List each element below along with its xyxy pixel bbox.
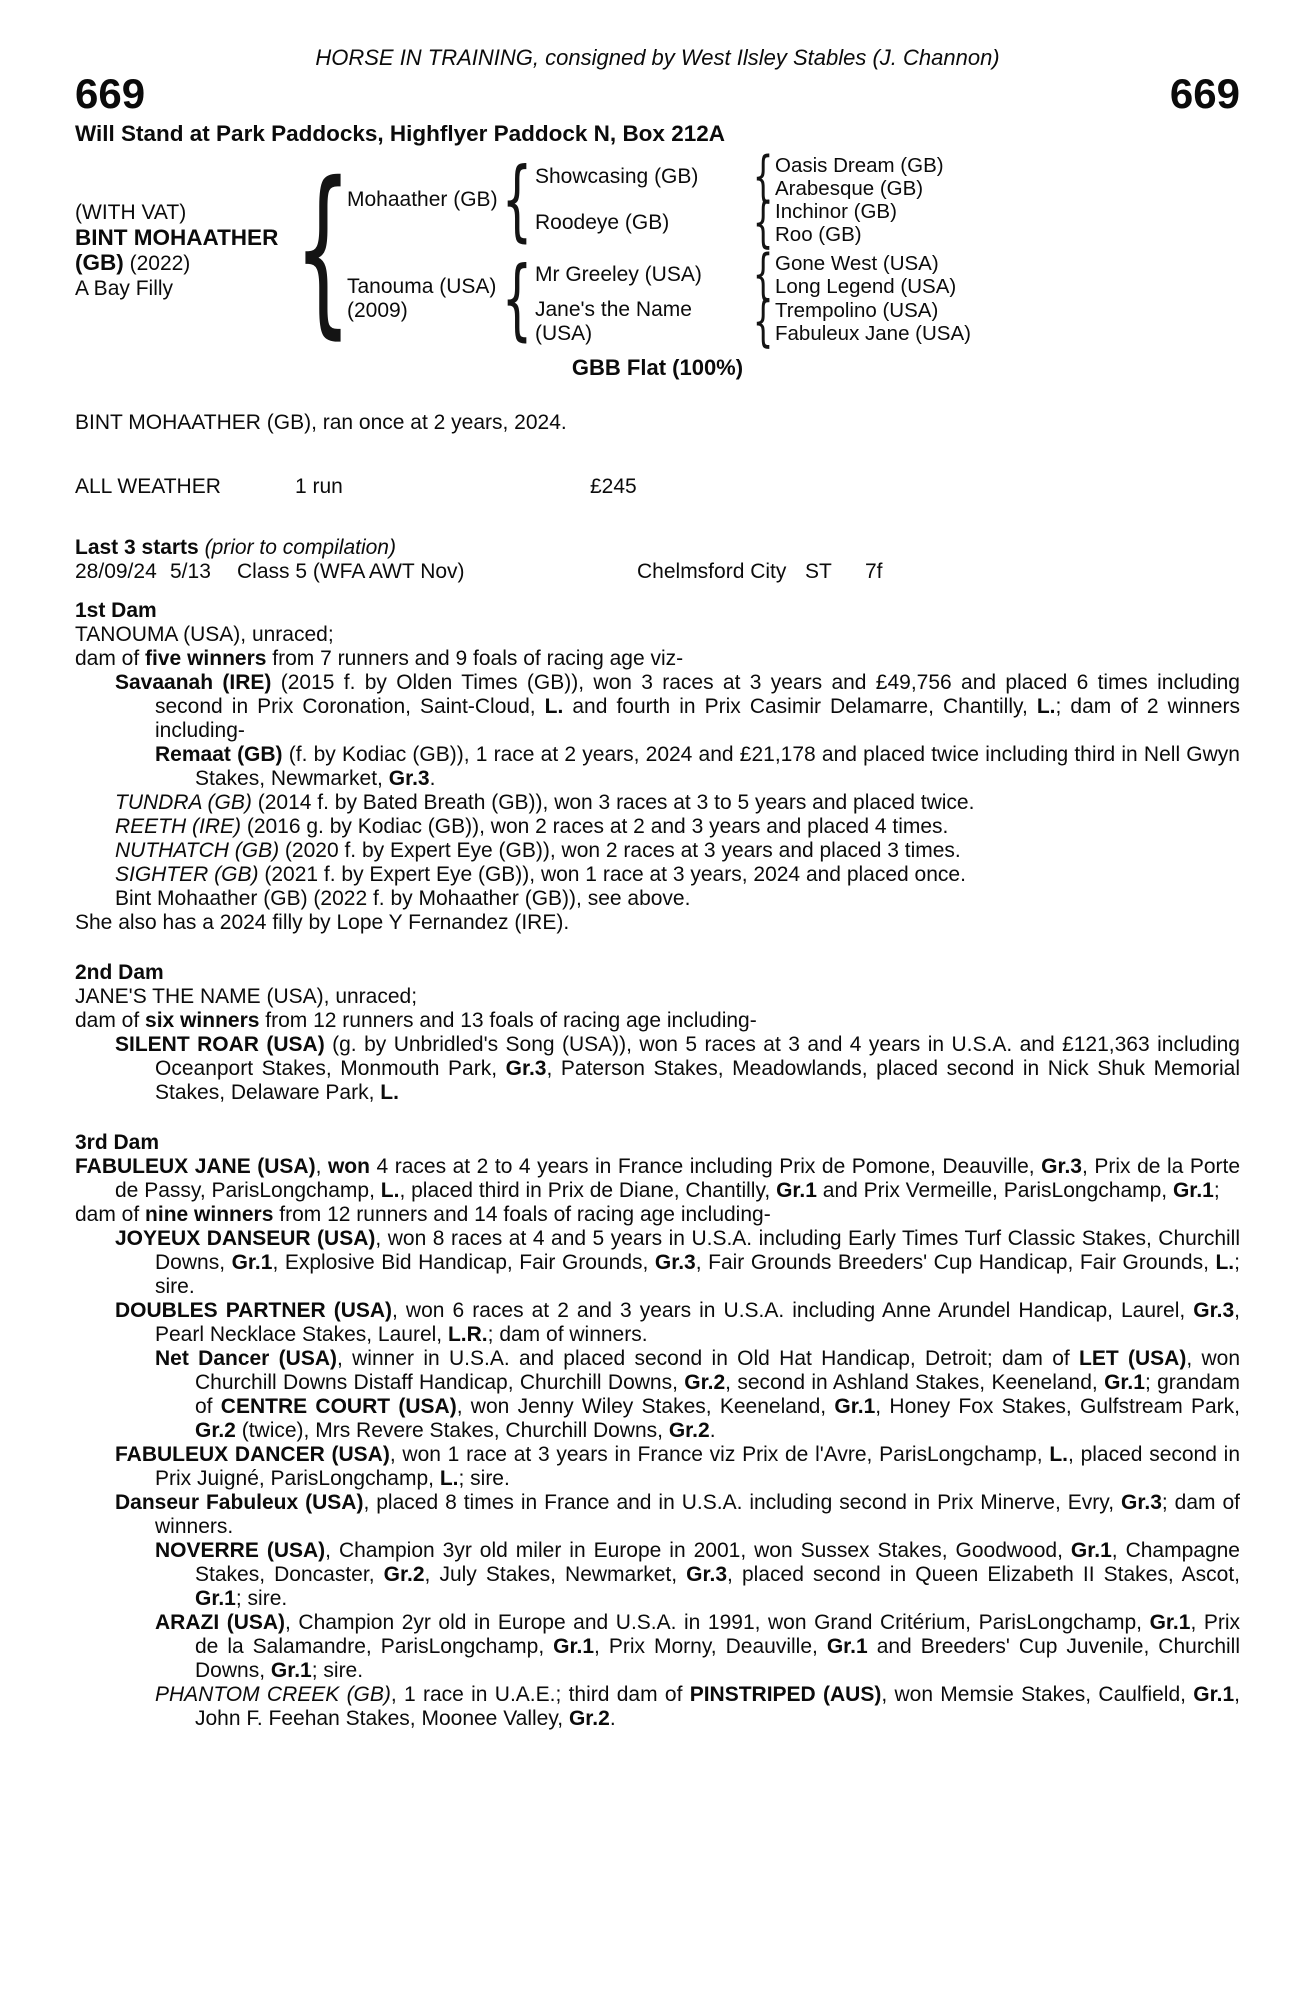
text-run: Remaat (GB): [155, 743, 283, 766]
text-run: , won 8 races at 4 and 5 years in U.S.A. including Early Times Turf Classic Stakes, Churchill Downs,: [155, 1227, 1240, 1274]
dam-section-heading: 3rd Dam: [75, 1131, 160, 1154]
text-run: JOYEUX DANSEUR (USA): [115, 1227, 376, 1250]
text-run: L.: [1215, 1251, 1235, 1274]
race-date: 28/09/24: [75, 560, 157, 583]
dam-section-heading: 2nd Dam: [75, 961, 164, 984]
text-run: , John F. Feehan Stakes, Moonee Valley,: [195, 1683, 1240, 1730]
horse-country: (GB): [75, 249, 124, 275]
text-run: (2016 g. by Kodiac (GB)), won 2 races at 2 and 3 years and placed 4 times.: [241, 815, 949, 838]
text-run: , Champion 3yr old miler in Europe in 2001, won Sussex Stakes, Goodwood,: [325, 1539, 1071, 1562]
vat-note: (WITH VAT): [75, 200, 187, 224]
text-run: (twice), Mrs Revere Stakes, Churchill Downs,: [235, 1419, 669, 1442]
pedigree-brace-outer: {: [294, 143, 352, 356]
text-run: dam of: [75, 647, 146, 670]
pedigree-sire-unit: [341, 144, 971, 254]
text-run: PINSTRIPED (AUS): [689, 1683, 882, 1706]
text-run: L.: [380, 1179, 400, 1202]
text-run: Gr.3: [388, 767, 430, 790]
text-run: , July Stakes, Newmarket,: [424, 1563, 687, 1586]
catalogue-paragraph: [75, 791, 1240, 815]
text-run: ; sire.: [458, 1467, 510, 1490]
text-run: dam of: [75, 1203, 146, 1226]
text-run: Gr.2: [668, 1419, 710, 1442]
catalogue-paragraph: [75, 743, 1240, 791]
text-run: TUNDRA (GB): [115, 791, 252, 814]
text-run: , Prix de la Porte de Passy, ParisLongchamp,: [115, 1155, 1241, 1202]
great-granddam-name: Arabesque (GB): [775, 177, 924, 200]
dam-section-body: [75, 1155, 1240, 1731]
text-run: She also has a 2024 filly by Lope Y Fernandez (IRE).: [75, 911, 570, 934]
text-run: Gr.1: [553, 1635, 595, 1658]
text-run: Gr.3: [686, 1563, 728, 1586]
gbb-scheme-line: GBB Flat (100%): [571, 355, 744, 380]
catalogue-paragraph: [75, 839, 1240, 863]
catalogue-paragraph: [75, 1491, 1240, 1539]
text-run: CENTRE COURT (USA): [220, 1395, 457, 1418]
great-grandsire-name: Inchinor (GB): [775, 200, 897, 223]
text-run: , won Churchill Downs Distaff Handicap, Churchill Downs,: [195, 1347, 1240, 1394]
catalogue-paragraph: [75, 1347, 1240, 1443]
text-run: L.R.: [447, 1323, 488, 1346]
text-run: Gr.1: [195, 1587, 236, 1610]
dam-name-block: [341, 275, 503, 323]
catalogue-paragraph: [75, 1443, 1240, 1491]
text-run: ; dam of winners.: [155, 1491, 1240, 1538]
great-granddam-name: Fabuleux Jane (USA): [775, 322, 971, 345]
text-run: Gr.1: [1070, 1539, 1112, 1562]
great-granddam-name: Long Legend (USA): [775, 275, 957, 298]
text-run: , Pearl Necklace Stakes, Laurel,: [155, 1299, 1240, 1346]
text-run: DOUBLES PARTNER (USA): [115, 1299, 393, 1322]
pedigree-brace-dam-dam: {: [752, 289, 774, 353]
pedigree-grandsire-unit: [531, 242, 971, 306]
pedigree-brace-sire-dam: {: [752, 190, 774, 254]
text-run: ; dam of 2 winners including-: [155, 695, 1240, 742]
dam-name: Tanouma (USA): [347, 275, 497, 298]
text-run: Gr.1: [231, 1251, 273, 1274]
text-run: Gr.3: [1193, 1299, 1235, 1322]
last-starts-heading: [75, 536, 1240, 560]
great-granddam-name: Roo (GB): [775, 223, 862, 246]
text-run: Gr.1: [1104, 1371, 1145, 1394]
text-run: and Breeders' Cup Juvenile, Churchill Downs,: [195, 1635, 1241, 1682]
catalogue-paragraph: [75, 1009, 1240, 1033]
runs-count: 1 run: [295, 475, 343, 498]
text-run: Gr.1: [1193, 1683, 1235, 1706]
catalogue-paragraph: [75, 1227, 1240, 1299]
text-run: ; grandam of: [195, 1371, 1240, 1418]
text-run: , Explosive Bid Handicap, Fair Grounds,: [272, 1251, 655, 1274]
catalogue-paragraph: [75, 647, 1240, 671]
text-run: , Fair Grounds Breeders' Cup Handicap, Fair Grounds,: [695, 1251, 1216, 1274]
text-run: (2014 f. by Bated Breath (GB)), won 3 races at 3 to 5 years and placed twice.: [251, 791, 975, 814]
catalogue-paragraph: [75, 1683, 1240, 1731]
text-run: , Prix Morny, Deauville,: [594, 1635, 827, 1658]
horse-description: A Bay Filly: [75, 276, 174, 300]
catalogue-paragraph: [75, 1203, 1240, 1227]
catalogue-paragraph: [75, 671, 1240, 743]
text-run: , won 6 races at 2 and 3 years in U.S.A. including Anne Arundel Handicap, Laurel,: [392, 1299, 1194, 1322]
pedigree-dam-unit: [341, 242, 971, 353]
text-run: , 1 race in U.A.E.; third dam of: [390, 1683, 690, 1706]
text-run: L.: [439, 1467, 459, 1490]
text-run: TANOUMA (USA), unraced;: [75, 623, 334, 646]
catalogue-paragraph: [75, 1033, 1240, 1105]
text-run: Gr.2: [195, 1419, 236, 1442]
text-run: six winners: [145, 1009, 260, 1032]
text-run: dam of: [75, 1009, 146, 1032]
catalogue-paragraph: [75, 1299, 1240, 1347]
text-run: Gr.3: [1041, 1155, 1082, 1178]
text-run: L.: [1049, 1443, 1068, 1466]
great-grandsire-name: Gone West (USA): [775, 252, 939, 275]
text-run: Last 3 starts: [75, 536, 199, 559]
text-run: Bint Mohaather (GB) (2022 f. by Mohaather (GB)), see above.: [115, 887, 691, 910]
last-start-row: [75, 560, 1240, 584]
pedigree-brace-dam-sire: {: [752, 242, 774, 306]
horse-country-year: [75, 250, 305, 276]
text-run: , placed third in Prix de Diane, Chantilly,: [399, 1179, 777, 1202]
text-run: ; sire.: [311, 1659, 364, 1682]
text-run: FABULEUX DANCER (USA): [115, 1443, 390, 1466]
text-run: L.: [1036, 695, 1056, 718]
horse-details: [75, 200, 305, 301]
catalogue-paragraph: [75, 623, 1240, 647]
text-run: .: [609, 1707, 616, 1730]
pedigree-parents: [341, 144, 971, 353]
pedigree-grandsire-unit: [531, 144, 944, 208]
text-run: from 12 runners and 14 foals of racing age including-: [273, 1203, 771, 1226]
text-run: and fourth in Prix Casimir Delamarre, Chantilly,: [563, 695, 1037, 718]
text-run: Gr.1: [826, 1635, 868, 1658]
text-run: , winner in U.S.A. and placed second in Old Hat Handicap, Detroit; dam of: [337, 1347, 1080, 1370]
text-run: Gr.1: [1149, 1611, 1191, 1634]
text-run: , Champagne Stakes, Doncaster,: [195, 1539, 1240, 1586]
text-run: from 12 runners and 13 foals of racing age including-: [259, 1009, 757, 1032]
text-run: and Prix Vermeille, ParisLongchamp,: [816, 1179, 1173, 1202]
granddam-name: Roodeye (GB): [535, 211, 670, 234]
text-run: Gr.1: [834, 1395, 876, 1418]
dam-section-2: [75, 961, 1240, 1105]
text-run: L.: [380, 1081, 399, 1104]
race-course: Chelmsford City: [637, 560, 787, 583]
text-run: PHANTOM CREEK (GB): [155, 1683, 391, 1706]
race-distance: 7f: [865, 560, 883, 583]
pedigree-granddam-unit: [531, 190, 944, 254]
text-run: Net Dancer (USA): [155, 1347, 337, 1370]
text-run: LET (USA): [1079, 1347, 1187, 1370]
text-run: SIGHTER (GB): [115, 863, 259, 886]
race-record-intro: BINT MOHAATHER (GB), ran once at 2 years, 2024.: [75, 411, 567, 434]
text-run: FABULEUX JANE (USA): [75, 1155, 316, 1178]
grandsire-name: Mr Greeley (USA): [535, 263, 702, 286]
text-run: SILENT ROAR (USA): [115, 1033, 325, 1056]
race-record-summary-row: [75, 475, 1240, 499]
dam-section-body: [75, 623, 1240, 935]
text-run: .: [429, 767, 436, 790]
race-class: Class 5 (WFA AWT Nov): [237, 560, 465, 583]
text-run: Danseur Fabuleux (USA): [115, 1491, 364, 1514]
text-run: , placed second in Queen Elizabeth II Stakes, Ascot,: [727, 1563, 1241, 1586]
text-run: Savaanah (IRE): [115, 671, 272, 694]
dam-section-3: [75, 1131, 1240, 1731]
catalogue-paragraph: [75, 1155, 1240, 1203]
consignor-line: HORSE IN TRAINING, consigned by West Ilsley Stables (J. Channon): [315, 45, 1000, 70]
text-run: NUTHATCH (GB): [115, 839, 280, 862]
dam-section-1: [75, 599, 1240, 935]
pedigree-brace-dam: {: [501, 246, 533, 350]
text-run: from 7 runners and 9 foals of racing age viz-: [266, 647, 684, 670]
text-run: ,: [315, 1155, 328, 1178]
race-going: ST: [805, 560, 832, 583]
text-run: Gr.3: [654, 1251, 696, 1274]
text-run: Gr.3: [505, 1057, 547, 1080]
race-position: 5/13: [170, 560, 211, 583]
text-run: , placed second in Prix Juigné, ParisLongchamp,: [155, 1443, 1240, 1490]
text-run: , second in Ashland Stakes, Keeneland,: [725, 1371, 1105, 1394]
text-run: NOVERRE (USA): [155, 1539, 326, 1562]
dam-section-body: [75, 985, 1240, 1105]
pedigree-granddam-unit: [531, 289, 971, 353]
text-run: , won 1 race at 3 years in France viz Prix de l'Avre, ParisLongchamp,: [389, 1443, 1050, 1466]
text-run: (prior to compilation): [204, 536, 396, 559]
text-run: , Honey Fox Stakes, Gulfstream Park,: [875, 1395, 1240, 1418]
catalogue-paragraph: [75, 1539, 1240, 1611]
catalogue-paragraph: [75, 1611, 1240, 1683]
text-run: ARAZI (USA): [155, 1611, 286, 1634]
text-run: Gr.2: [383, 1563, 425, 1586]
text-run: , won Memsie Stakes, Caulfield,: [881, 1683, 1194, 1706]
text-run: , won Jenny Wiley Stakes, Keeneland,: [456, 1395, 835, 1418]
text-run: (2020 f. by Expert Eye (GB)), won 2 races at 3 years and placed 3 times.: [279, 839, 961, 862]
text-run: ;: [1213, 1179, 1220, 1202]
text-run: ; sire.: [155, 1251, 1240, 1298]
pedigree-brace-sire-sire: {: [752, 144, 774, 208]
grandsire-name: Showcasing (GB): [535, 165, 699, 188]
pedigree-table: [75, 143, 1240, 356]
stand-location-line: Will Stand at Park Paddocks, Highflyer Paddock N, Box 212A: [75, 121, 725, 146]
text-run: , Paterson Stakes, Meadowlands, placed second in Nick Shuk Memorial Stakes, Delaware Park,: [155, 1057, 1240, 1104]
text-run: (2015 f. by Olden Times (GB)), won 3 races at 3 years and £49,756 and placed 6 times including second in Prix Coronation, Saint-Cloud,: [155, 671, 1240, 718]
text-run: .: [709, 1419, 716, 1442]
text-run: (f. by Kodiac (GB)), 1 race at 2 years, 2024 and £21,178 and placed twice including third in Nell Gwyn Stakes, Newmarket,: [195, 743, 1240, 790]
text-run: ; sire.: [235, 1587, 288, 1610]
text-run: Gr.2: [684, 1371, 726, 1394]
catalogue-paragraph: [75, 815, 1240, 839]
great-grandsire-name: Oasis Dream (GB): [775, 154, 944, 177]
text-run: won: [327, 1155, 370, 1178]
text-run: , Prix de la Salamandre, ParisLongchamp,: [195, 1611, 1240, 1658]
text-run: nine winners: [145, 1203, 274, 1226]
horse-name: BINT MOHAATHER: [75, 224, 279, 250]
text-run: L.: [544, 695, 564, 718]
text-run: JANE'S THE NAME (USA), unraced;: [75, 985, 418, 1008]
lot-number-left: 669: [75, 70, 146, 117]
text-run: Gr.2: [568, 1707, 610, 1730]
great-grandsire-name: Trempolino (USA): [775, 299, 939, 322]
text-run: Gr.1: [270, 1659, 312, 1682]
text-run: REETH (IRE): [115, 815, 241, 838]
text-run: Gr.1: [776, 1179, 817, 1202]
surface-label: ALL WEATHER: [75, 475, 221, 498]
lot-number-row: [75, 72, 1240, 120]
text-run: ; dam of winners.: [487, 1323, 648, 1346]
lot-number-right: 669: [1169, 70, 1240, 117]
text-run: Gr.1: [1172, 1179, 1214, 1202]
pedigree-brace-sire: {: [501, 147, 533, 251]
catalogue-paragraph: [75, 863, 1240, 887]
text-run: , Champion 2yr old in Europe and U.S.A. in 1991, won Grand Critérium, ParisLongchamp,: [285, 1611, 1150, 1634]
sire-name: Mohaather (GB): [347, 188, 498, 211]
text-run: (2021 f. by Expert Eye (GB)), won 1 race at 3 years, 2024 and placed once.: [258, 863, 966, 886]
dam-section-heading: 1st Dam: [75, 599, 157, 622]
text-run: (g. by Unbridled's Song (USA)), won 5 races at 3 and 4 years in U.S.A. and £121,363 including Oceanport Stakes, Monmouth Park,: [155, 1033, 1240, 1080]
text-run: , placed 8 times in France and in U.S.A. including second in Prix Minerve, Evry,: [363, 1491, 1122, 1514]
catalogue-paragraph: [75, 911, 1240, 935]
horse-year: (2022): [129, 251, 191, 275]
text-run: five winners: [145, 647, 267, 670]
text-run: Gr.3: [1121, 1491, 1162, 1514]
catalogue-paragraph: [75, 985, 1240, 1009]
catalogue-paragraph: [75, 887, 1240, 911]
text-run: 4 races at 2 to 4 years in France including Prix de Pomone, Deauville,: [369, 1155, 1042, 1178]
earnings-value: £245: [590, 475, 637, 498]
dam-year: (2009): [347, 299, 408, 322]
granddam-name: Jane's the Name (USA): [535, 298, 692, 345]
